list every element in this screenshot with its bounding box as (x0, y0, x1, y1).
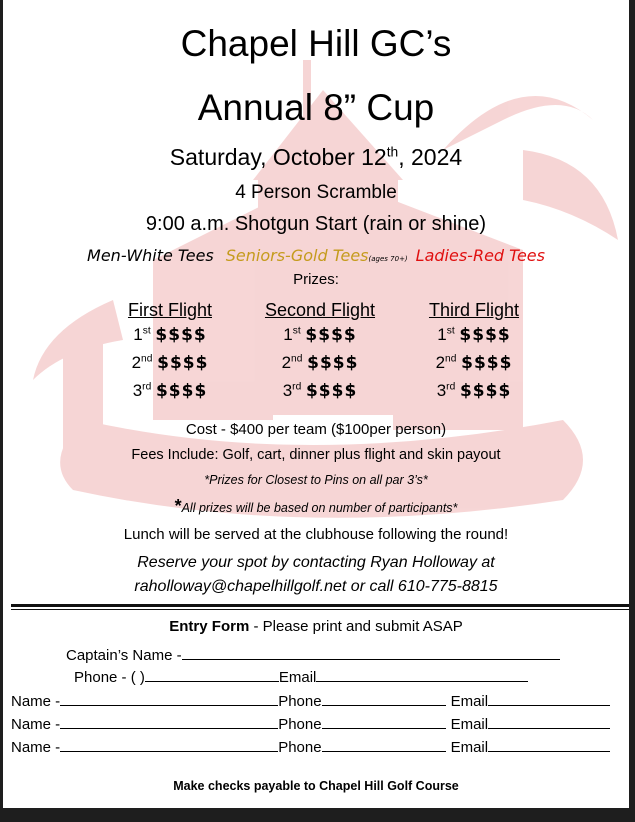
event-date (3, 144, 629, 171)
lunch-text: Lunch will be served at the clubhouse following the round! (123, 526, 509, 543)
captain-name-label: Captain’s Name - (66, 647, 182, 664)
prize-row: 2nd $$$$ (435, 353, 513, 373)
prize-row: 1st $$$$ (437, 325, 511, 345)
section-divider-thin (11, 609, 629, 610)
captain-phone-email-field[interactable] (74, 667, 528, 686)
prize-row: 3rd $$$$ (132, 381, 208, 401)
prize-row: 1st $$$$ (283, 325, 357, 345)
player-row[interactable]: Name - Phone Email (11, 737, 610, 756)
contact-text: raholloway@chapelhillgolf.net or call 610-775-8815 (134, 578, 498, 595)
player-row[interactable]: Name - Phone Email (11, 691, 610, 710)
flight-heading: Second Flight (264, 300, 376, 320)
cost-text: Cost - $400 per team ($100per person) (185, 421, 447, 438)
flight-second (235, 300, 405, 405)
tee-seniors: Seniors-Gold Tees (225, 246, 369, 265)
payment-note: Make checks payable to Chapel Hill Golf Course (173, 779, 459, 793)
prize-row: 3rd $$$$ (436, 381, 512, 401)
date-year: , 2024 (398, 144, 463, 170)
flight-heading: Third Flight (428, 300, 520, 320)
tee-ladies: Ladies-Red Tees (415, 246, 545, 265)
event-title-line2: Annual 8” Cup (197, 87, 435, 128)
section-divider (11, 604, 629, 607)
prize-row: 2nd $$$$ (281, 353, 359, 373)
prizes-label: Prizes: (293, 271, 339, 288)
all-prizes-note: *All prizes will be based on number of participants* (174, 496, 458, 516)
tee-men: Men-White Tees (87, 246, 214, 265)
captain-name-field[interactable] (66, 645, 560, 664)
flyer-page (3, 0, 629, 808)
tees-line (3, 246, 629, 265)
prize-row: 1st $$$$ (133, 325, 207, 345)
player-row[interactable]: Name - Phone Email (11, 714, 610, 733)
reserve-text: Reserve your spot by contacting Ryan Holloway at (137, 554, 495, 571)
captain-phone-label: Phone - ( ) (74, 669, 145, 686)
date-prefix: Saturday, October 12 (169, 144, 387, 170)
event-title-line1: Chapel Hill GC’s (180, 23, 452, 64)
entry-form-title: Entry Form - Please print and submit ASAP (169, 618, 463, 635)
flight-heading: First Flight (127, 300, 212, 320)
tee-seniors-note: (ages 70+) (368, 255, 408, 263)
fees-text: Fees Include: Golf, cart, dinner plus flight and skin payout (131, 447, 501, 463)
prize-row: 2nd $$$$ (131, 353, 209, 373)
prize-row: 3rd $$$$ (282, 381, 358, 401)
captain-email-label: Email (278, 669, 317, 686)
asterisk: * (174, 496, 182, 516)
event-format: 4 Person Scramble (235, 182, 397, 203)
closest-to-pin-note: *Prizes for Closest to Pins on all par 3’s* (204, 473, 428, 487)
date-suffix-sup: th (386, 144, 399, 160)
flight-third (389, 300, 559, 405)
flight-first (85, 300, 255, 405)
event-start: 9:00 a.m. Shotgun Start (rain or shine) (145, 213, 487, 235)
